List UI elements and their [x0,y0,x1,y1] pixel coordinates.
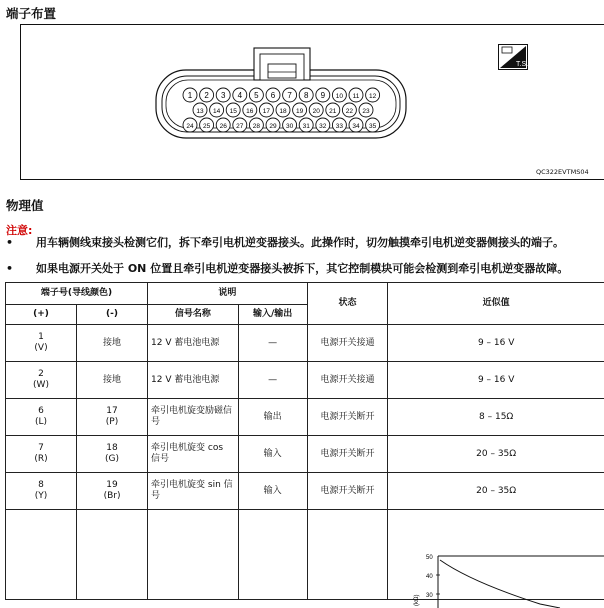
caution-bullet-2: 如果电源开关处于 ON 位置且牵引电机逆变器接头被拆下，其它控制模块可能会检测到牵引电机逆变器故障。 [36,262,569,275]
value-cell: 9 – 16 V [388,325,604,362]
terminal-plus: 2 (W) [6,362,77,399]
caution-bullet-1: 用车辆侧线束接头检测它们，拆下牵引电机逆变器接头。此操作时，切勿触摸牵引电机逆变器侧接头的端子。 [36,236,564,249]
value-cell: 20 – 35Ω [388,473,604,510]
connector-pin-label: 9 [320,90,326,100]
connector-pin-label: 26 [219,122,227,130]
empty-cell [307,510,388,600]
header-minus: (-) [77,305,148,325]
ts-label: T.S. [516,61,528,68]
connector-pin-label: 31 [302,122,310,130]
connector-pin-label: 21 [329,107,337,115]
connector-pin-label: 2 [204,90,209,100]
empty-cell [6,510,77,600]
terminal-plus: 7 (R) [6,436,77,473]
condition-cell: 电源开关接通 [307,362,388,399]
connector-pin-label: 4 [237,90,243,100]
bullet-icon: • [6,236,14,249]
signal-name: 12 V 蓄电池电源 [148,362,239,399]
table-row [6,473,604,510]
y-axis-label: (kΩ) [414,594,420,606]
io-cell: — [238,325,307,362]
connector-pin-label: 3 [220,90,226,100]
table-row [6,399,604,436]
condition-cell: 电源开关断开 [307,436,388,473]
value-cell: 20 – 35Ω [388,436,604,473]
connector-pin-label: 7 [287,90,292,100]
header-approx-value: 近似值 [388,283,604,325]
y-tick-label: 50 [426,555,433,561]
terminal-plus: 8 (Y) [6,473,77,510]
signal-name: 12 V 蓄电池电源 [148,325,239,362]
connector-pin-label: 23 [362,107,370,115]
connector-pin-label: 25 [202,122,211,130]
connector-pin-label: 34 [352,122,360,130]
connector-pin-label: 13 [196,107,204,115]
connector-pin-label: 20 [312,107,320,115]
condition-cell: 电源开关断开 [307,399,388,436]
connector-pin-label: 22 [345,107,354,115]
header-description: 说明 [148,283,308,305]
empty-cell [238,510,307,600]
connector-pin-label: 27 [236,122,244,130]
connector-pin-label: 30 [285,122,294,130]
connector-pin-label: 16 [246,107,254,115]
connector-pin-label: 5 [254,90,259,100]
connector-pin-label: 35 [368,122,377,130]
figure-code: QC322EVTMS04 [536,168,589,176]
connector-pin-label: 33 [335,122,344,130]
connector-pin-label: 8 [303,90,309,100]
connector-pin-label: 17 [262,107,271,115]
io-cell: — [238,362,307,399]
connector-diagram [150,42,412,142]
y-tick-label: 30 [426,593,433,599]
io-cell: 输入 [238,436,307,473]
signal-name: 牵引电机旋变励磁信号 [148,399,239,436]
connector-pin-label: 29 [269,122,277,130]
terminal-minus: 18 (G) [77,436,148,473]
header-plus: (+) [6,305,77,325]
header-signal-name: 信号名称 [148,305,239,325]
connector-pin-label: 18 [279,107,287,115]
connector-pin-label: 6 [270,90,276,100]
table-row [6,436,604,473]
value-cell: 9 – 16 V [388,362,604,399]
connector-pin-label: 19 [295,107,304,115]
connector-pin-label: 24 [186,122,194,130]
connector-pin-label: 28 [252,122,261,130]
connector-pin-label: 14 [212,107,221,115]
io-cell: 输入 [238,473,307,510]
connector-pin-label: 10 [335,92,344,100]
connector-pin-label: 11 [352,92,360,100]
condition-cell: 电源开关接通 [307,325,388,362]
terminal-plus: 6 (L) [6,399,77,436]
header-condition: 状态 [307,283,388,325]
connector-pin-label: 32 [319,122,327,130]
terminal-minus: 接地 [77,325,148,362]
bullet-icon: • [6,262,14,275]
y-tick-label: 40 [426,574,433,580]
section-title-physical-values: 物理值 [6,198,44,213]
connector-pin-label: 12 [368,92,377,100]
terminal-minus: 17 (P) [77,399,148,436]
section-title-terminal-layout: 端子布置 [6,6,57,21]
io-cell: 输出 [238,399,307,436]
value-cell: 8 – 15Ω [388,399,604,436]
ts-icon [498,44,528,70]
table-row [6,362,604,399]
condition-cell: 电源开关断开 [307,473,388,510]
signal-name: 牵引电机旋变 sin 信号 [148,473,239,510]
header-io: 输入/输出 [238,305,307,325]
mini-resistance-chart [400,548,604,608]
connector-pin-label: 15 [229,107,237,115]
terminal-minus: 19 (Br) [77,473,148,510]
caution-label: 注意: [6,224,33,237]
empty-cell [148,510,239,600]
empty-cell [77,510,148,600]
terminal-minus: 接地 [77,362,148,399]
signal-name: 牵引电机旋变 cos 信号 [148,436,239,473]
terminal-plus: 1 (V) [6,325,77,362]
table-row [6,325,604,362]
connector-pin-label: 1 [187,90,193,100]
header-terminal: 端子号(导线颜色) [6,283,148,305]
